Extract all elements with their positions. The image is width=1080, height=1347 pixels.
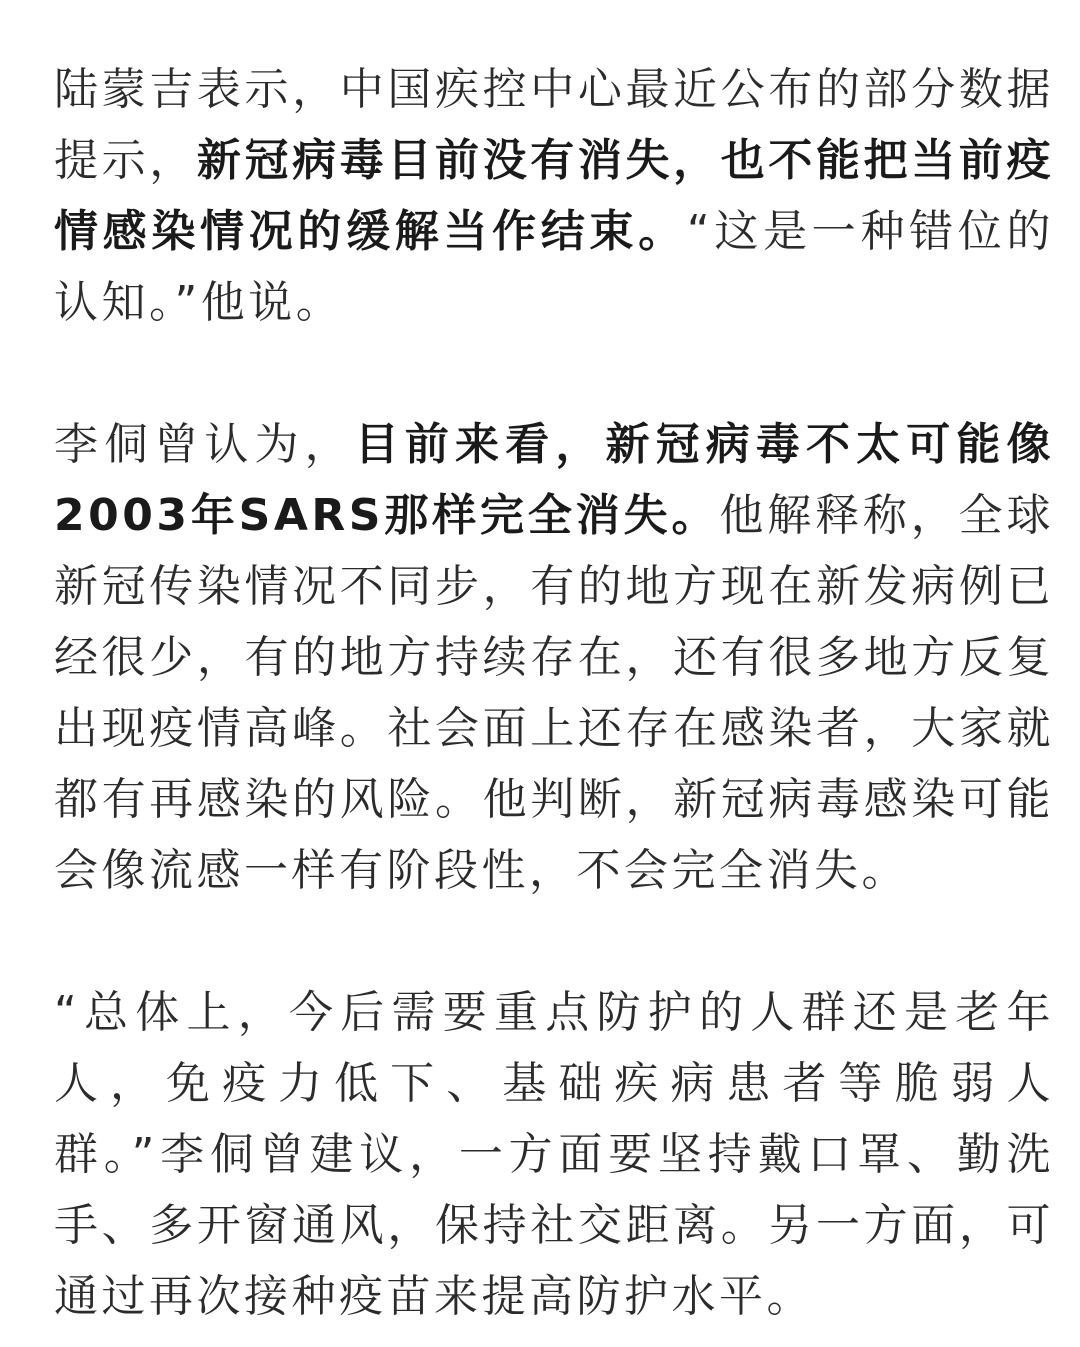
- paragraph-1-text-1: 陆蒙吉表示，中国疾控中心最近公布的部分数据提示，: [54, 64, 1054, 186]
- paragraph-1-bold-text: 新冠病毒目前没有消失，也不能把当前疫情感染情况的缓解当作结束。: [54, 135, 1054, 257]
- paragraph-2-bold-text: 目前来看，新冠病毒不太可能像2003年SARS那样完全消失。: [54, 419, 1055, 541]
- article-body: [54, 54, 1054, 1332]
- paragraph-2-text-1: 李侗曾认为，: [54, 419, 355, 470]
- paragraph-2: [54, 409, 1054, 906]
- paragraph-2-text-2: 他解释称，全球新冠传染情况不同步，有的地方现在新发病例已经很少，有的地方持续存在，还有很多地方反复出现疫情高峰。社会面上还存在感染者，大家就都有再感染的风险。他判断，新冠病毒感染可能会像流感一样有阶段性，不会完全消失。: [54, 490, 1055, 896]
- paragraph-1-text-2: “这是一种错位的认知。”他说。: [54, 206, 1054, 328]
- paragraph-3-text-1: “总体上，今后需要重点防护的人群还是老年人，免疫力低下、基础疾病患者等脆弱人群。”李侗曾建议，一方面要坚持戴口罩、勤洗手、多开窗通风，保持社交距离。另一方面，可通过再次接种疫苗来提高防护水平。: [54, 987, 1054, 1322]
- paragraph-1: [54, 54, 1054, 338]
- paragraph-3: [54, 977, 1054, 1332]
